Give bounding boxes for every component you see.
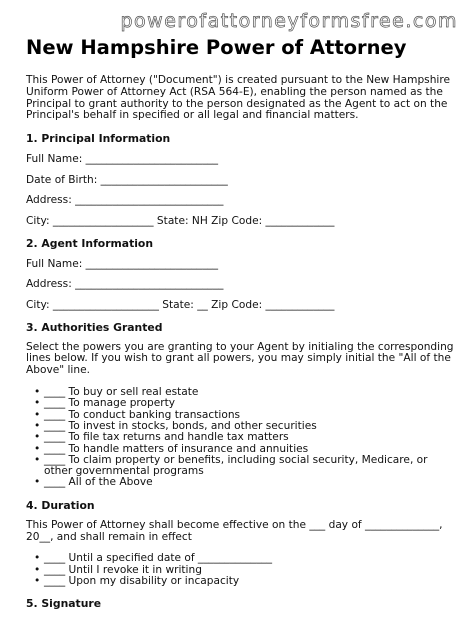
duration-intro: This Power of Attorney shall become effective on the ___ day of ______________, 20__, and shall remain in effect	[26, 518, 443, 543]
agent-heading: 2. Agent Information	[26, 236, 154, 250]
agent-full-name-field: Full Name: _________________________	[26, 257, 219, 270]
intro-paragraph: This Power of Attorney ("Document") is created pursuant to the New Hampshire Uniform Power of Attorney Act (RSA 564-E), enabling the person named as the Principal to grant authority to the person designated as the Agent to act on the Principal's behalf in specified or all legal and financial matters.	[26, 74, 450, 122]
watermark-logo: powerofattorneyformsfree.com	[120, 10, 458, 32]
duration-list	[26, 553, 456, 587]
authority-item-property: • ____ To manage property	[44, 398, 456, 409]
agent-address-field: Address: ____________________________	[26, 278, 224, 291]
duration-item-incapacity: • ____ Upon my disability or incapacity	[44, 576, 456, 587]
authority-item-real-estate: • ____ To buy or sell real estate	[44, 387, 456, 398]
authority-item-banking: • ____ To conduct banking transactions	[44, 410, 456, 421]
authority-item-insurance: • ____ To handle matters of insurance and annuities	[44, 444, 456, 455]
authorities-intro: Select the powers you are granting to your Agent by initialing the corresponding lines below. If you wish to grant all powers, you may simply initial the "All of the Above" line.	[26, 340, 454, 377]
principal-city-state-zip-field: City: ___________________ State: NH Zip Code: _____________	[26, 214, 335, 227]
authority-item-tax: • ____ To file tax returns and handle tax matters	[44, 432, 456, 443]
document-page	[26, 36, 456, 618]
duration-heading: 4. Duration	[26, 498, 95, 512]
authority-item-benefits: • ____ To claim property or benefits, including social security, Medicare, or other governmental programs	[44, 455, 456, 478]
agent-city-state-zip-field: City: ____________________ State: __ Zip Code: _____________	[26, 298, 335, 311]
duration-item-specified-date: • ____ Until a specified date of ______________	[44, 553, 456, 564]
authority-item-securities: • ____ To invest in stocks, bonds, and other securities	[44, 421, 456, 432]
principal-address-field: Address: ____________________________	[26, 194, 224, 207]
principal-heading: 1. Principal Information	[26, 132, 171, 146]
authority-item-all: • ____ All of the Above	[44, 477, 456, 488]
signature-heading: 5. Signature	[26, 597, 102, 611]
authorities-heading: 3. Authorities Granted	[26, 320, 163, 334]
duration-item-revoke: • ____ Until I revoke it in writing	[44, 565, 456, 576]
principal-full-name-field: Full Name: _________________________	[26, 153, 219, 166]
principal-dob-field: Date of Birth: ________________________	[26, 173, 228, 186]
document-title: New Hampshire Power of Attorney	[26, 36, 407, 59]
authorities-list	[26, 387, 456, 489]
